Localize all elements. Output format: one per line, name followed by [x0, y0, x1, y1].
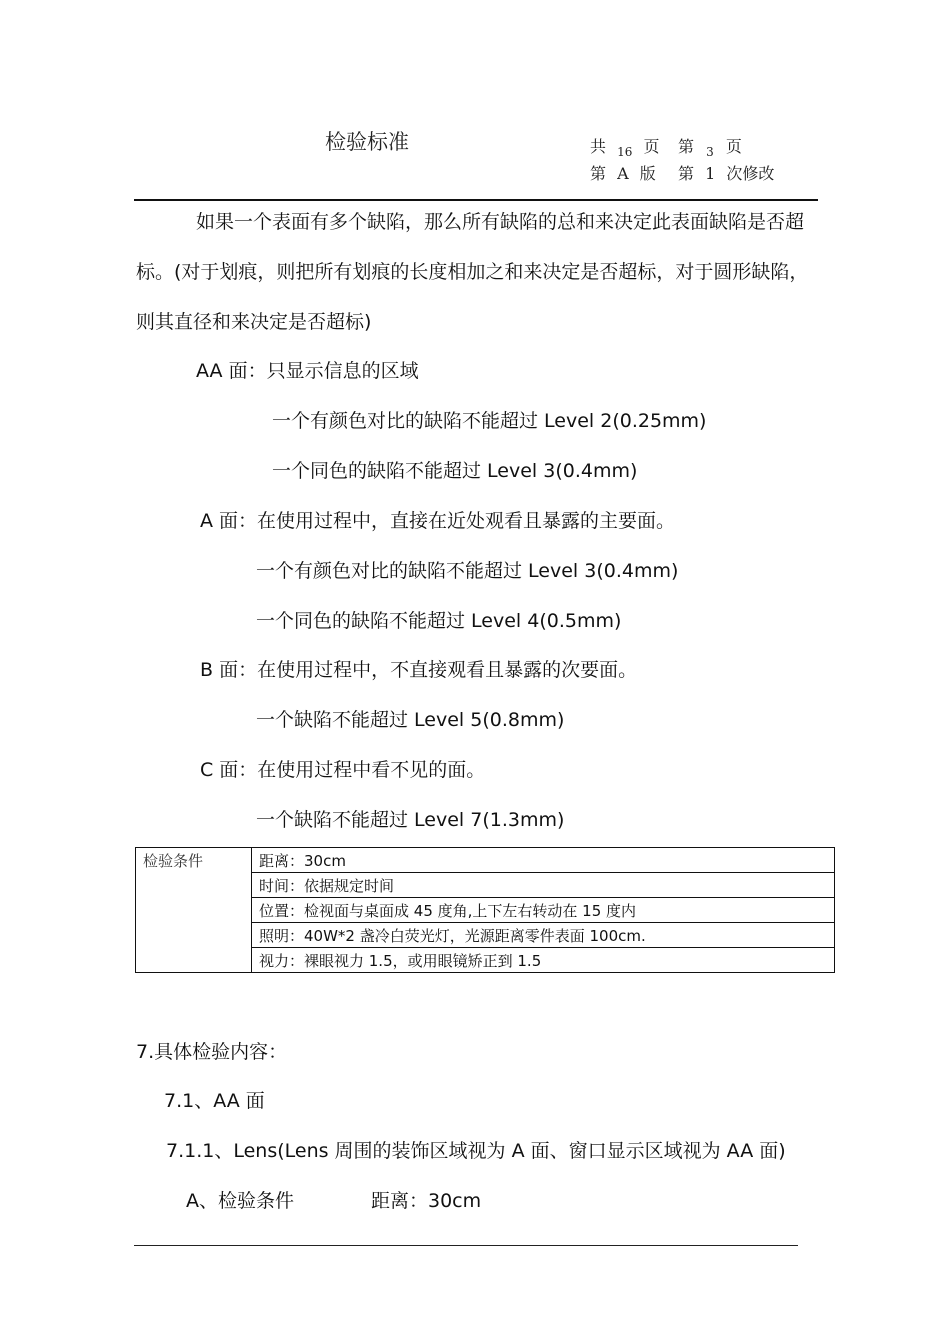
aa-rule-contrast: 一个有颜色对比的缺陷不能超过 Level 2(0.25mm)	[272, 410, 707, 432]
conditions-header-cell: 检验条件	[136, 848, 252, 973]
edition-label-post: 版	[639, 164, 656, 183]
inspection-conditions-table	[135, 847, 835, 973]
footer-divider	[134, 1245, 798, 1246]
page-number-value: 3	[706, 145, 714, 159]
revision	[678, 161, 774, 184]
aa-rule-samecolor: 一个同色的缺陷不能超过 Level 3(0.4mm)	[272, 460, 638, 482]
page-count	[590, 134, 660, 157]
edition-label-pre: 第	[590, 164, 607, 183]
page-number-label-post: 页	[725, 137, 742, 156]
condition-lighting: 照明：40W*2 盏冷白荧光灯，光源距离零件表面 100cm.	[252, 923, 835, 948]
section7-1-heading: 7.1、AA 面	[164, 1090, 265, 1112]
section7-heading: 7.具体检验内容：	[136, 1041, 288, 1063]
page-count-label-post: 页	[643, 137, 660, 156]
revision-label-post: 次修改	[726, 164, 775, 183]
condition-time: 时间：依据规定时间	[252, 873, 835, 898]
a-rule-contrast: 一个有颜色对比的缺陷不能超过 Level 3(0.4mm)	[256, 560, 679, 582]
para1-line2: 标。(对于划痕，则把所有划痕的长度相加之和来决定是否超标，对于圆形缺陷，	[136, 261, 809, 283]
item-a-value: 距离：30cm	[371, 1190, 482, 1212]
section7-1-1-heading: 7.1.1、Lens(Lens 周围的装饰区域视为 A 面、窗口显示区域视为 AA 面)	[166, 1140, 786, 1162]
para1-line3: 则其直径和来决定是否超标)	[136, 311, 372, 333]
b-surface-heading: B 面：在使用过程中，不直接观看且暴露的次要面。	[200, 659, 638, 681]
total-pages: 16	[617, 145, 633, 159]
document-title: 检验标准	[325, 130, 409, 154]
a-rule-samecolor: 一个同色的缺陷不能超过 Level 4(0.5mm)	[256, 610, 622, 632]
header-divider	[134, 199, 818, 201]
condition-distance: 距离：30cm	[252, 848, 835, 873]
item-a-label: A、检验条件	[186, 1190, 294, 1212]
revision-label-pre: 第	[678, 164, 695, 183]
page-number	[678, 134, 742, 157]
para1-line1: 如果一个表面有多个缺陷，那么所有缺陷的总和来决定此表面缺陷是否超	[196, 211, 805, 233]
a-surface-heading: A 面：在使用过程中，直接在近处观看且暴露的主要面。	[200, 510, 676, 532]
condition-vision: 视力：裸眼视力 1.5，或用眼镜矫正到 1.5	[252, 948, 835, 973]
b-rule: 一个缺陷不能超过 Level 5(0.8mm)	[256, 709, 565, 731]
edition-value: A	[617, 164, 629, 183]
page-count-label-pre: 共	[590, 137, 607, 156]
condition-position: 位置：检视面与桌面成 45 度角,上下左右转动在 15 度内	[252, 898, 835, 923]
c-rule: 一个缺陷不能超过 Level 7(1.3mm)	[256, 809, 565, 831]
c-surface-heading: C 面：在使用过程中看不见的面。	[200, 759, 486, 781]
aa-surface-heading: AA 面：只显示信息的区域	[196, 360, 419, 382]
edition	[590, 161, 656, 184]
page-number-label-pre: 第	[678, 137, 695, 156]
revision-value: 1	[705, 164, 716, 183]
table-row	[136, 848, 835, 873]
